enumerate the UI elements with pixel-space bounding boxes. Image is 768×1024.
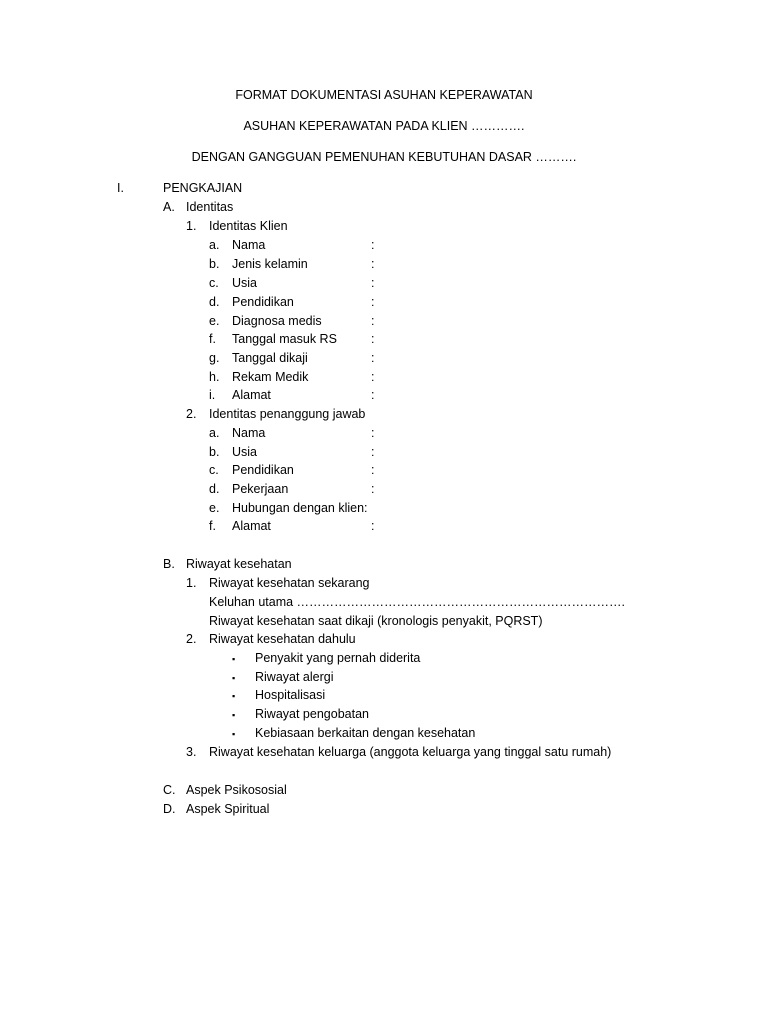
keluhan-utama-line: Keluhan utama …………………………………………………………………….	[209, 595, 626, 609]
field-label: Pendidikan	[232, 463, 294, 477]
item-heading-keluarga: Riwayat kesehatan keluarga (anggota keluarga yang tinggal satu rumah)	[209, 745, 612, 759]
section-number: I.	[117, 181, 124, 195]
field-colon: :	[371, 295, 375, 309]
field-colon: :	[371, 276, 375, 290]
item-number: 2.	[186, 632, 197, 646]
item-number: 3.	[186, 745, 197, 759]
field-colon: :	[371, 314, 375, 328]
field-colon: :	[371, 482, 375, 496]
subtitle-gangguan: DENGAN GANGGUAN PEMENUHAN KEBUTUHAN DASAR ……….	[191, 150, 577, 164]
field-label: Hubungan dengan klien:	[232, 501, 368, 515]
field-letter: h.	[209, 370, 220, 384]
field-letter: d.	[209, 295, 220, 309]
section-heading: PENGKAJIAN	[163, 181, 243, 195]
field-letter: e.	[209, 501, 220, 515]
field-label: Jenis kelamin	[232, 257, 308, 271]
field-letter: b.	[209, 257, 220, 271]
item-heading-penanggung-jawab: Identitas penanggung jawab	[209, 407, 366, 421]
item-heading-sekarang: Riwayat kesehatan sekarang	[209, 576, 370, 590]
subsection-heading-identitas: Identitas	[186, 200, 234, 214]
bullet-text: Penyakit yang pernah diderita	[255, 651, 421, 665]
field-letter: f.	[209, 519, 216, 533]
subsection-letter: A.	[163, 200, 175, 214]
field-letter: c.	[209, 463, 219, 477]
item-number: 1.	[186, 576, 197, 590]
item-heading-identitas-klien: Identitas Klien	[209, 219, 288, 233]
bullet-text: Hospitalisasi	[255, 688, 326, 702]
field-colon: :	[371, 426, 375, 440]
bullet-text: Kebiasaan berkaitan dengan kesehatan	[255, 726, 476, 740]
field-label: Tanggal masuk RS	[232, 332, 337, 346]
field-letter: e.	[209, 314, 220, 328]
field-label: Usia	[232, 445, 258, 459]
field-colon: :	[371, 388, 375, 402]
field-letter: i.	[209, 388, 216, 402]
field-letter: b.	[209, 445, 220, 459]
field-colon: :	[371, 445, 375, 459]
field-label: Pekerjaan	[232, 482, 289, 496]
field-colon: :	[371, 351, 375, 365]
item-number: 1.	[186, 219, 197, 233]
subsection-heading-psikososial: Aspek Psikososial	[186, 783, 287, 797]
field-label: Usia	[232, 276, 258, 290]
field-colon: :	[371, 370, 375, 384]
bullet-icon: ▪	[232, 673, 236, 683]
riwayat-saat-dikaji-line: Riwayat kesehatan saat dikaji (kronologis penyakit, PQRST)	[209, 614, 543, 628]
field-letter: d.	[209, 482, 220, 496]
bullet-text: Riwayat alergi	[255, 670, 334, 684]
field-label: Nama	[232, 426, 266, 440]
item-number: 2.	[186, 407, 197, 421]
field-label: Pendidikan	[232, 295, 294, 309]
field-letter: c.	[209, 276, 219, 290]
field-letter: g.	[209, 351, 220, 365]
bullet-icon: ▪	[232, 729, 236, 739]
field-colon: :	[371, 257, 375, 271]
field-letter: a.	[209, 238, 220, 252]
field-label: Diagnosa medis	[232, 314, 322, 328]
field-label: Nama	[232, 238, 266, 252]
bullet-icon: ▪	[232, 654, 236, 664]
subsection-letter: C.	[163, 783, 176, 797]
field-letter: f.	[209, 332, 216, 346]
subsection-heading-riwayat: Riwayat kesehatan	[186, 557, 292, 571]
subsection-letter: B.	[163, 557, 175, 571]
field-label: Alamat	[232, 388, 271, 402]
item-heading-dahulu: Riwayat kesehatan dahulu	[209, 632, 356, 646]
field-colon: :	[371, 332, 375, 346]
field-label: Alamat	[232, 519, 271, 533]
field-colon: :	[371, 238, 375, 252]
bullet-icon: ▪	[232, 691, 236, 701]
field-label: Tanggal dikaji	[232, 351, 308, 365]
field-letter: a.	[209, 426, 220, 440]
field-colon: :	[371, 463, 375, 477]
subsection-heading-spiritual: Aspek Spiritual	[186, 802, 270, 816]
document-title: FORMAT DOKUMENTASI ASUHAN KEPERAWATAN	[235, 88, 533, 102]
field-label: Rekam Medik	[232, 370, 309, 384]
bullet-icon: ▪	[232, 710, 236, 720]
bullet-text: Riwayat pengobatan	[255, 707, 369, 721]
field-colon: :	[371, 519, 375, 533]
subtitle-klien: ASUHAN KEPERAWATAN PADA KLIEN ………….	[243, 119, 525, 133]
subsection-letter: D.	[163, 802, 176, 816]
